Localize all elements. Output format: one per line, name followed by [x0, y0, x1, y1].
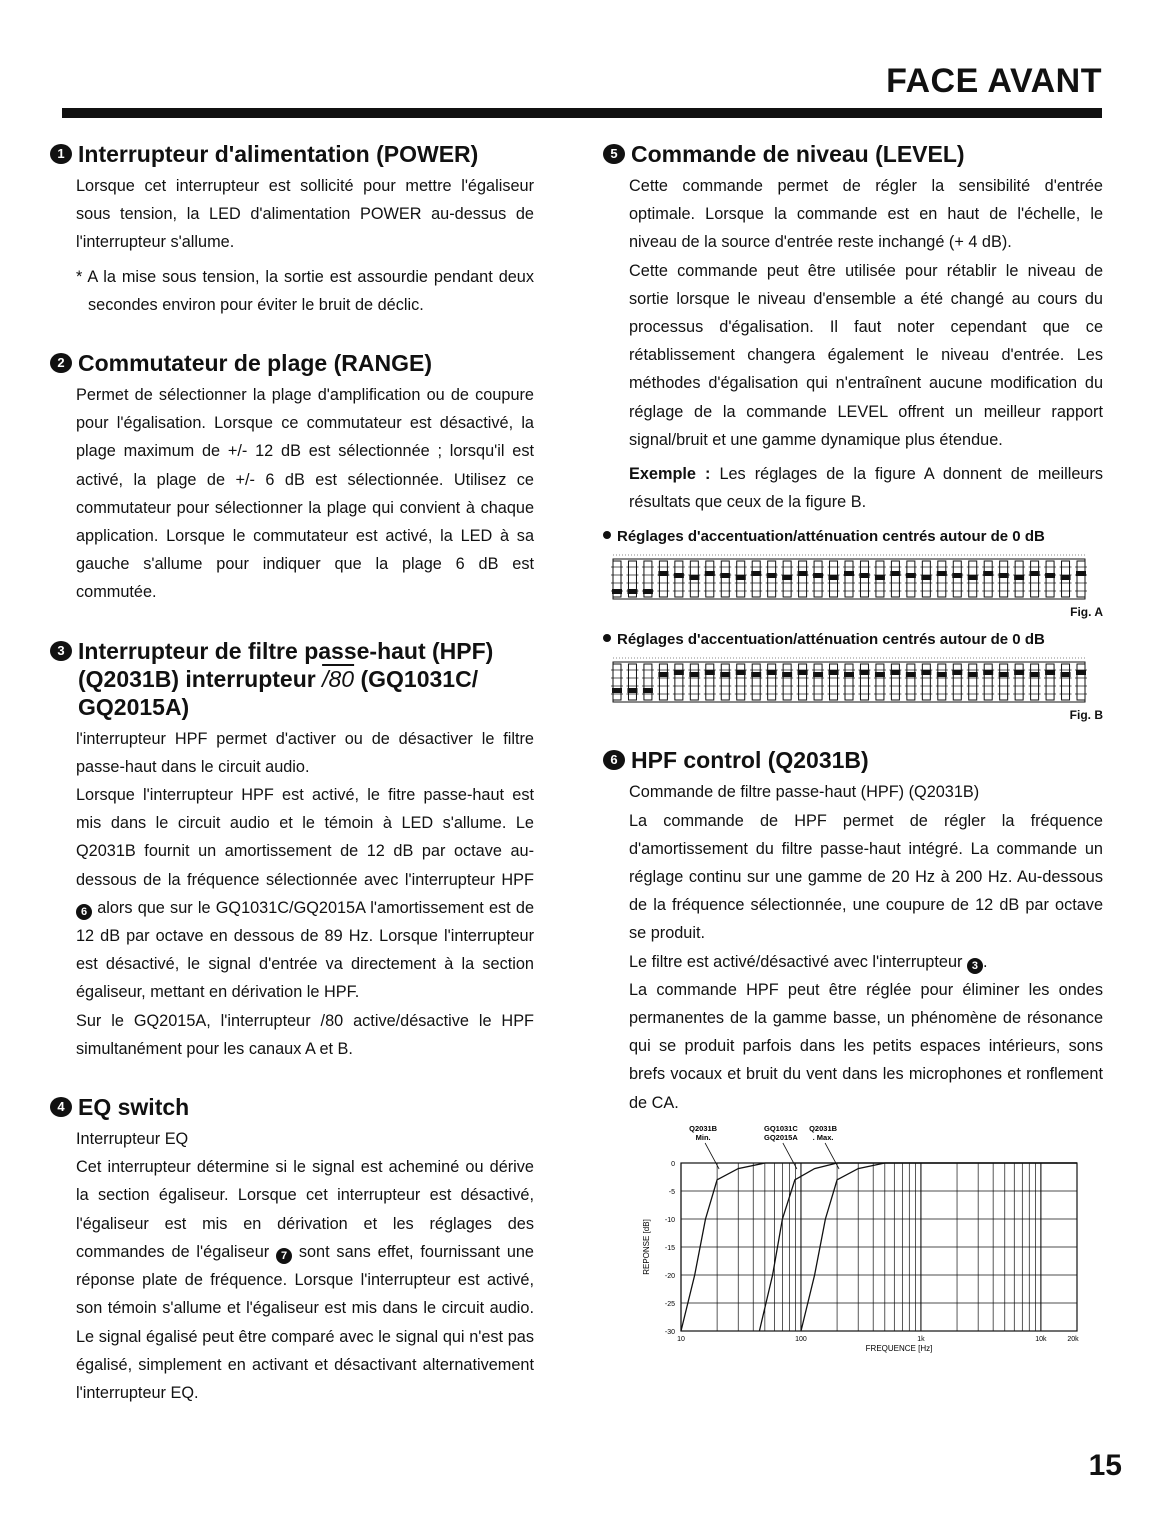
- slider-knob: [844, 571, 854, 576]
- slider-knob: [612, 589, 622, 594]
- slider-track: [891, 664, 899, 700]
- paragraph: La commande HPF peut être réglée pour éliminer les ondes permanentes de la gamme basse, un phénomène de résonance qui se produit parfois dans les petits espaces intérieurs, sons brefs vocaux et bruit du vent dans les microphones et ronflement de CA.: [629, 980, 1103, 1112]
- slider-knob: [1076, 571, 1086, 576]
- slider-knob: [983, 670, 993, 675]
- hpf-80-symbol: /80: [322, 665, 355, 692]
- paragraph: [76, 1153, 534, 1407]
- slider-knob: [782, 672, 792, 677]
- slider-knob: [643, 688, 653, 693]
- bullet-icon: [603, 634, 611, 642]
- example-paragraph: [629, 460, 1103, 516]
- slider-track: [922, 664, 930, 700]
- slider-track: [799, 664, 807, 700]
- left-column: [50, 140, 534, 1437]
- slider-knob: [921, 670, 931, 675]
- slider-knob: [859, 573, 869, 578]
- slider-track: [1077, 561, 1085, 597]
- reference-number-badge: 7: [276, 1248, 292, 1264]
- slider-track: [752, 561, 760, 597]
- figure-b-label: Fig. B: [1069, 708, 1103, 723]
- slider-track: [814, 561, 822, 597]
- reference-number-badge: 6: [76, 904, 92, 920]
- slider-knob: [627, 688, 637, 693]
- example-label: Exemple :: [629, 465, 711, 484]
- subtitle: Commande de filtre passe-haut (HPF) (Q2031B): [629, 783, 980, 802]
- slider-knob: [1061, 575, 1071, 580]
- section-eq-switch: [50, 1093, 534, 1407]
- slider-track: [721, 664, 729, 700]
- slider-knob: [767, 670, 777, 675]
- reference-number-badge: 3: [967, 958, 983, 974]
- slider-track: [938, 561, 946, 597]
- bullet-icon: [603, 531, 611, 539]
- paragraph: l'interrupteur HPF permet d'activer ou de désactiver le filtre passe-haut dans le circuit audio.: [76, 729, 534, 776]
- slider-track: [752, 664, 760, 700]
- section-heading: [78, 637, 534, 721]
- section-body: [50, 172, 534, 319]
- paragraph: [629, 948, 1103, 976]
- slider-knob: [983, 571, 993, 576]
- slider-track: [706, 561, 714, 597]
- slider-track: [706, 664, 714, 700]
- slider-knob: [813, 672, 823, 677]
- slider-knob: [627, 589, 637, 594]
- section-title: [50, 637, 534, 721]
- slider-track: [1031, 561, 1039, 597]
- section-hpf-control: [603, 746, 1103, 1358]
- slider-knob: [689, 672, 699, 677]
- slider-track: [1046, 561, 1054, 597]
- y-tick-label: -15: [664, 1244, 675, 1252]
- section-number-badge: 1: [50, 144, 72, 164]
- figure-a-caption: [603, 528, 1103, 545]
- slider-track: [628, 664, 636, 700]
- y-tick-label: -5: [668, 1188, 675, 1196]
- slider-knob: [751, 672, 761, 677]
- slider-track: [1062, 664, 1070, 700]
- paragraph: [76, 781, 534, 1007]
- slider-track: [860, 561, 868, 597]
- note: * A la mise sous tension, la sortie est assourdie pendant deux secondes environ pour éviter le bruit de déclic.: [76, 267, 534, 314]
- slider-track: [953, 561, 961, 597]
- section-range: [50, 349, 534, 607]
- slider-track: [1015, 664, 1023, 700]
- curve-annotation: GQ2015A: [764, 1132, 798, 1142]
- section-heading: Commutateur de plage (RANGE): [78, 350, 432, 377]
- paragraph: Cette commande peut être utilisée pour rétablir le niveau de sortie lorsque le niveau d'ensemble a été changé au cours du processus d'égalisation. Il faut noter cependant que ce rétablissement changera également le niveau d'entrée. Les méthodes d'égalisation qui n'entraînent aucune modification du réglage de la commande LEVEL offrent un meilleur rapport signal/bruit et une gamme dynamique plus étendue.: [629, 261, 1103, 449]
- caption-text: Réglages d'accentuation/atténuation centrés autour de 0 dB: [617, 631, 1045, 649]
- slider-track: [659, 561, 667, 597]
- section-number-badge: 2: [50, 353, 72, 373]
- slider-track: [876, 664, 884, 700]
- subtitle: Interrupteur EQ: [76, 1130, 189, 1149]
- x-tick-label: 10: [677, 1335, 685, 1343]
- y-tick-label: -25: [664, 1300, 675, 1308]
- slider-knob: [952, 670, 962, 675]
- slider-track: [907, 664, 915, 700]
- slider-knob: [875, 575, 885, 580]
- hpf-response-chart: [617, 1123, 1091, 1359]
- text-run: Lorsque l'interrupteur HPF est activé, le fitre passe-haut est mis dans le circuit audio et le témoin à LED s'allume. Le Q2031B fournit un amortissement de 12 dB par octave au-dessous de la fréquence sélectionnée avec l'interrupteur HPF: [76, 786, 534, 889]
- slider-track: [675, 561, 683, 597]
- slider-track: [1046, 664, 1054, 700]
- slider-track: [613, 664, 621, 700]
- slider-track: [659, 664, 667, 700]
- caption-text: Réglages d'accentuation/atténuation centrés autour de 0 dB: [617, 528, 1045, 546]
- x-tick-label: 100: [795, 1335, 807, 1343]
- slider-knob: [720, 573, 730, 578]
- y-axis-label: REPONSE [dB]: [642, 1219, 651, 1275]
- section-body: [603, 778, 1103, 1116]
- section-body: [50, 381, 534, 607]
- page-number: 15: [1088, 1449, 1122, 1482]
- slider-track: [907, 561, 915, 597]
- y-tick-label: -30: [664, 1328, 675, 1336]
- slider-track: [737, 664, 745, 700]
- slider-knob: [658, 571, 668, 576]
- section-body: [50, 725, 534, 1063]
- slider-knob: [844, 672, 854, 677]
- section-body: [603, 172, 1103, 516]
- section-title: [603, 140, 1103, 168]
- slider-knob: [1030, 672, 1040, 677]
- section-title: [50, 140, 534, 168]
- paragraph: Permet de sélectionner la plage d'amplification ou de coupure pour l'égalisation. Lorsque ce commutateur est désactivé, la plage maximum de +/- 12 dB est sélectionnée ; lorsqu'il est activé, la plage de +/- 6 dB est sélectionnée. Utilisez ce commutateur pour sélectionner la plage qui convient à chaque application. Lorsque le commutateur est activé, la LED à sa gauche s'allume pour indiquer que la plage 6 dB est commutée.: [76, 386, 534, 602]
- x-tick-label: 20k: [1067, 1335, 1079, 1343]
- slider-knob: [674, 670, 684, 675]
- slider-knob: [751, 571, 761, 576]
- slider-knob: [829, 670, 839, 675]
- slider-knob: [1030, 571, 1040, 576]
- slider-knob: [1076, 670, 1086, 675]
- section-title: [50, 349, 534, 377]
- figure-b-caption: [603, 631, 1103, 648]
- slider-track: [1000, 561, 1008, 597]
- slider-track: [953, 664, 961, 700]
- slider-knob: [705, 670, 715, 675]
- slider-knob: [736, 575, 746, 580]
- paragraph: Lorsque cet interrupteur est sollicité pour mettre l'égaliseur sous tension, la LED d'alimentation POWER au-dessus de l'interrupteur s'allume.: [76, 177, 534, 252]
- slider-knob: [705, 571, 715, 576]
- slider-track: [675, 664, 683, 700]
- curve-annotation: Q2031B: [809, 1123, 838, 1133]
- slider-knob: [999, 573, 1009, 578]
- slider-knob: [643, 589, 653, 594]
- slider-track: [845, 561, 853, 597]
- slider-track: [1077, 664, 1085, 700]
- slider-track: [830, 664, 838, 700]
- x-tick-label: 1k: [917, 1335, 925, 1343]
- section-number-badge: 5: [603, 144, 625, 164]
- slider-knob: [952, 573, 962, 578]
- slider-track: [984, 664, 992, 700]
- slider-track: [938, 664, 946, 700]
- slider-knob: [1045, 670, 1055, 675]
- slider-knob: [1014, 670, 1024, 675]
- slider-track: [644, 664, 652, 700]
- section-heading: Commande de niveau (LEVEL): [631, 141, 965, 167]
- slider-knob: [829, 575, 839, 580]
- section-heading: Interrupteur d'alimentation (POWER): [78, 141, 479, 167]
- slider-track: [1031, 664, 1039, 700]
- slider-track: [845, 664, 853, 700]
- section-title: [603, 746, 1103, 774]
- paragraph: Sur le GQ2015A, l'interrupteur /80 active/désactive le HPF simultanément pour les canaux A et B.: [76, 1011, 534, 1058]
- header-rule: [62, 108, 1102, 118]
- section-power: [50, 140, 534, 319]
- section-number-badge: 4: [50, 1097, 72, 1117]
- slider-knob: [674, 573, 684, 578]
- y-tick-label: -20: [664, 1272, 675, 1280]
- heading-part: (GQ1031C/ GQ2015A): [78, 665, 479, 720]
- slider-knob: [798, 571, 808, 576]
- slider-track: [721, 561, 729, 597]
- slider-knob: [921, 575, 931, 580]
- slider-knob: [1014, 575, 1024, 580]
- page-header-title: FACE AVANT: [886, 62, 1102, 100]
- curve-annotation: GQ1031C: [764, 1123, 798, 1133]
- section-level: [603, 140, 1103, 722]
- y-tick-label: -10: [664, 1216, 675, 1224]
- paragraph: Cette commande permet de régler la sensibilité d'entrée optimale. Lorsque la commande est en haut de l'échelle, le niveau de la source d'entrée reste inchangé (+ 4 dB).: [629, 177, 1103, 252]
- section-number-badge: 6: [603, 750, 625, 770]
- text-run: alors que sur le GQ1031C/GQ2015A l'amortissement est de 12 dB par octave en dessous de 89 Hz. Lorsque l'interrupteur est désactivé, le signal d'entrée va directement à la section égaliseur, mettant en dérivation le HPF.: [76, 898, 534, 1002]
- x-axis-label: FREQUENCE [Hz]: [865, 1343, 933, 1353]
- figure-a-label: Fig. A: [1070, 605, 1103, 620]
- slider-knob: [813, 573, 823, 578]
- slider-knob: [875, 672, 885, 677]
- slider-knob: [689, 575, 699, 580]
- slider-knob: [999, 672, 1009, 677]
- slider-knob: [658, 672, 668, 677]
- slider-track: [783, 664, 791, 700]
- slider-track: [814, 664, 822, 700]
- slider-knob: [890, 670, 900, 675]
- curve-annotation: Min.: [695, 1132, 711, 1142]
- text-run: Le filtre est activé/désactivé avec l'interrupteur: [629, 952, 967, 971]
- slider-knob: [906, 573, 916, 578]
- slider-knob: [782, 575, 792, 580]
- right-column: [603, 140, 1103, 1389]
- slider-track: [1000, 664, 1008, 700]
- slider-track: [799, 561, 807, 597]
- text-run: .: [982, 952, 988, 971]
- slider-knob: [890, 571, 900, 576]
- eq-slider-figure-a: [603, 551, 1095, 603]
- text-run: sont sans effet, fournissant une réponse plate de fréquence. Lorsque l'interrupteur est activé, son témoin s'allume et l'égaliseur est mis dans le circuit audio. Le signal égalisé peut être comparé avec le signal qui n'est pas égalisé, simplement en activant et désactivant alternativement l'interrupteur EQ.: [76, 1242, 534, 1402]
- slider-knob: [937, 571, 947, 576]
- curve-annotation: . Max.: [812, 1132, 834, 1142]
- slider-track: [768, 561, 776, 597]
- slider-track: [969, 664, 977, 700]
- section-title: [50, 1093, 534, 1121]
- section-heading: HPF control (Q2031B): [631, 747, 869, 774]
- text-run: Cet interrupteur détermine si le signal est acheminé ou dérive la section égaliseur. Lorsque cet interrupteur est désactivé, l'égaliseur est mis en dérivation et les réglages des commandes de l'égaliseur: [76, 1158, 534, 1261]
- y-tick-label: 0: [671, 1160, 675, 1168]
- slider-track: [768, 664, 776, 700]
- slider-knob: [906, 672, 916, 677]
- slider-knob: [720, 672, 730, 677]
- section-hpf-switch: [50, 637, 534, 1063]
- text-run: Les réglages de la figure A donnent de meilleurs résultats que ceux de la figure B.: [629, 465, 1103, 512]
- slider-track: [891, 561, 899, 597]
- slider-knob: [859, 670, 869, 675]
- curve-annotation: Q2031B: [689, 1123, 718, 1133]
- slider-knob: [968, 672, 978, 677]
- slider-knob: [937, 672, 947, 677]
- section-heading: EQ switch: [78, 1094, 190, 1121]
- slider-knob: [798, 670, 808, 675]
- slider-knob: [767, 573, 777, 578]
- x-tick-label: 10k: [1035, 1335, 1047, 1343]
- slider-knob: [1045, 573, 1055, 578]
- slider-track: [690, 664, 698, 700]
- slider-knob: [736, 670, 746, 675]
- section-body: [50, 1125, 534, 1407]
- slider-track: [860, 664, 868, 700]
- slider-knob: [612, 688, 622, 693]
- paragraph: La commande de HPF permet de régler la fréquence d'amortissement du filtre passe-haut intégré. La commande un réglage continu sur une gamme de 20 Hz à 200 Hz. Au-dessous de la fréquence sélectionnée, une coupure de 12 dB par octave se produit.: [629, 811, 1103, 943]
- section-number-badge: 3: [50, 641, 72, 661]
- eq-slider-figure-b: [603, 654, 1095, 706]
- slider-knob: [1061, 672, 1071, 677]
- slider-knob: [968, 575, 978, 580]
- slider-track: [984, 561, 992, 597]
- heading-part: Interrupteur de filtre passe-haut (HPF) (Q2031B) interrupteur: [78, 637, 494, 692]
